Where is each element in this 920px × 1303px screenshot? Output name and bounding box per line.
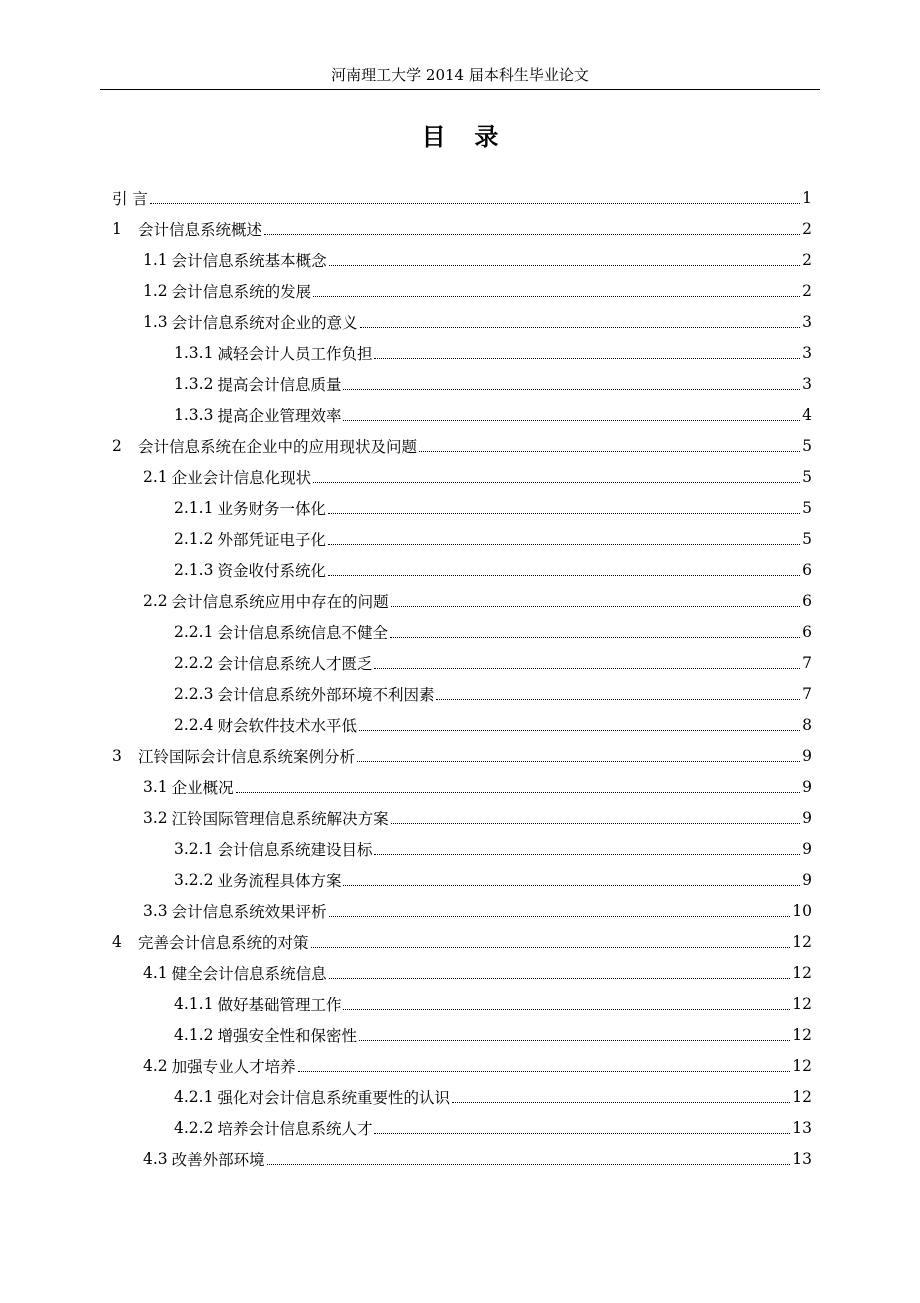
toc-page-number: 2 — [802, 250, 812, 269]
toc-entry[interactable] — [112, 461, 812, 492]
toc-entry-title: 做好基础管理工作 — [217, 995, 342, 1014]
toc-entry-title: 企业会计信息化现状 — [171, 468, 312, 487]
toc-dot-leader — [374, 668, 800, 669]
toc-page-number: 3 — [802, 343, 812, 362]
toc-entry[interactable] — [112, 244, 812, 275]
toc-page-number: 12 — [792, 994, 812, 1013]
toc-page-number: 9 — [802, 746, 812, 765]
toc-page-number: 12 — [792, 1056, 812, 1075]
toc-page-number: 5 — [802, 498, 812, 517]
toc-entry-number: 2.1.3 — [174, 560, 214, 579]
toc-dot-leader — [150, 203, 800, 204]
toc-dot-leader — [374, 1133, 790, 1134]
toc-entry-number: 3.3 — [143, 901, 168, 920]
toc-entry-number: 4 — [112, 932, 122, 951]
toc-entry-number: 1.2 — [143, 281, 168, 300]
toc-entry-title: 财会软件技术水平低 — [217, 716, 357, 735]
toc-dot-leader — [374, 358, 800, 359]
toc-entry[interactable] — [112, 1050, 812, 1081]
toc-entry-title: 江铃国际会计信息系统案例分析 — [138, 747, 356, 766]
toc-entry-number: 3 — [112, 746, 122, 765]
toc-dot-leader — [359, 730, 800, 731]
toc-entry-title: 增强安全性和保密性 — [217, 1026, 357, 1045]
toc-entry[interactable] — [112, 647, 812, 678]
toc-dot-leader — [329, 978, 791, 979]
toc-entry-number: 4.3 — [143, 1149, 168, 1168]
toc-page-number: 6 — [802, 560, 812, 579]
toc-entry-title: 培养会计信息系统人才 — [217, 1119, 373, 1138]
toc-entry-title: 企业概况 — [171, 778, 234, 797]
toc-entry[interactable] — [112, 554, 812, 585]
toc-entry[interactable] — [112, 957, 812, 988]
toc-dot-leader — [374, 854, 800, 855]
table-of-contents — [112, 182, 812, 1174]
toc-entry-title: 会计信息系统概述 — [138, 220, 263, 239]
toc-entry-title: 完善会计信息系统的对策 — [138, 933, 309, 952]
toc-entry-number: 2.2.4 — [174, 715, 214, 734]
toc-dot-leader — [343, 420, 800, 421]
toc-entry-number: 4.1.2 — [174, 1025, 214, 1044]
toc-entry-number: 4.1 — [143, 963, 168, 982]
toc-dot-leader — [298, 1071, 791, 1072]
toc-entry[interactable] — [112, 523, 812, 554]
toc-dot-leader — [264, 234, 800, 235]
toc-entry-title: 会计信息系统的发展 — [171, 282, 312, 301]
toc-page-number: 12 — [792, 932, 812, 951]
toc-entry-title: 江铃国际管理信息系统解决方案 — [171, 809, 389, 828]
toc-entry[interactable] — [112, 926, 812, 957]
toc-entry-number: 3.1 — [143, 777, 168, 796]
toc-entry-number: 1.3.1 — [174, 343, 214, 362]
toc-page-number: 13 — [792, 1118, 812, 1137]
toc-page-number: 5 — [802, 529, 812, 548]
toc-page-number: 2 — [802, 281, 812, 300]
toc-page-number: 13 — [792, 1149, 812, 1168]
header-rule — [100, 89, 820, 90]
toc-entry-title: 会计信息系统效果评析 — [171, 902, 327, 921]
toc-entry-title: 业务流程具体方案 — [217, 871, 342, 890]
toc-entry-title: 提高会计信息质量 — [217, 375, 342, 394]
page-title: 目录 — [421, 123, 528, 151]
toc-entry-number: 2 — [112, 436, 122, 455]
toc-dot-leader — [357, 761, 800, 762]
toc-dot-leader — [343, 389, 800, 390]
toc-page-number: 9 — [802, 808, 812, 827]
toc-entry-number: 1.3 — [143, 312, 168, 331]
toc-dot-leader — [343, 1009, 790, 1010]
toc-page-number: 6 — [802, 591, 812, 610]
toc-page-number: 2 — [802, 219, 812, 238]
toc-dot-leader — [390, 637, 800, 638]
toc-entry-number: 3.2.1 — [174, 839, 214, 858]
toc-dot-leader — [328, 575, 800, 576]
toc-entry[interactable] — [112, 802, 812, 833]
toc-dot-leader — [452, 1102, 790, 1103]
toc-page-number: 12 — [792, 963, 812, 982]
toc-entry[interactable] — [112, 988, 812, 1019]
toc-entry-number: 2.1 — [143, 467, 168, 486]
toc-page-number: 9 — [802, 839, 812, 858]
toc-dot-leader — [343, 885, 800, 886]
toc-entry[interactable] — [112, 678, 812, 709]
toc-page-number: 5 — [802, 467, 812, 486]
toc-entry-title: 引 言 — [112, 189, 148, 208]
toc-entry[interactable] — [112, 895, 812, 926]
toc-dot-leader — [436, 699, 800, 700]
toc-entry-title: 会计信息系统建设目标 — [217, 840, 373, 859]
toc-entry[interactable] — [112, 833, 812, 864]
toc-entry-number: 4.2.1 — [174, 1087, 214, 1106]
toc-page-number: 7 — [802, 684, 812, 703]
toc-entry-number: 2.1.1 — [174, 498, 214, 517]
toc-entry-number: 2.2.3 — [174, 684, 214, 703]
toc-dot-leader — [391, 823, 800, 824]
toc-entry-number: 1.1 — [143, 250, 168, 269]
toc-page-number: 3 — [802, 374, 812, 393]
toc-entry[interactable] — [112, 1112, 812, 1143]
toc-dot-leader — [328, 544, 800, 545]
toc-entry-number: 2.2 — [143, 591, 168, 610]
toc-entry-title: 强化对会计信息系统重要性的认识 — [217, 1088, 450, 1107]
toc-entry-title: 资金收付系统化 — [217, 561, 326, 580]
toc-entry[interactable] — [112, 616, 812, 647]
toc-entry-number: 4.2 — [143, 1056, 168, 1075]
toc-dot-leader — [419, 451, 800, 452]
toc-dot-leader — [311, 947, 791, 948]
toc-entry-title: 减轻会计人员工作负担 — [217, 344, 373, 363]
toc-page-number: 1 — [802, 188, 812, 207]
toc-dot-leader — [313, 296, 800, 297]
toc-entry[interactable] — [112, 492, 812, 523]
toc-entry[interactable] — [112, 430, 812, 461]
toc-page-number: 10 — [792, 901, 812, 920]
toc-entry-number: 2.1.2 — [174, 529, 214, 548]
toc-entry-title: 会计信息系统外部环境不利因素 — [217, 685, 435, 704]
toc-dot-leader — [391, 606, 800, 607]
toc-entry[interactable] — [112, 399, 812, 430]
toc-entry[interactable] — [112, 771, 812, 802]
toc-entry-title: 会计信息系统人才匮乏 — [217, 654, 373, 673]
toc-entry-title: 加强专业人才培养 — [171, 1057, 296, 1076]
toc-entry-number: 3.2.2 — [174, 870, 214, 889]
toc-dot-leader — [236, 792, 800, 793]
toc-dot-leader — [360, 327, 800, 328]
toc-page-number: 5 — [802, 436, 812, 455]
toc-entry[interactable] — [112, 275, 812, 306]
toc-entry-number: 3.2 — [143, 808, 168, 827]
running-header: 河南理工大学 2014 届本科生毕业论文 — [331, 66, 589, 84]
toc-page-number: 12 — [792, 1025, 812, 1044]
toc-page-number: 4 — [802, 405, 812, 424]
toc-dot-leader — [329, 916, 791, 917]
toc-entry-number: 1.3.2 — [174, 374, 214, 393]
toc-dot-leader — [313, 482, 800, 483]
toc-page-number: 7 — [802, 653, 812, 672]
toc-entry-title: 业务财务一体化 — [217, 499, 326, 518]
toc-dot-leader — [359, 1040, 790, 1041]
toc-page-number: 8 — [802, 715, 812, 734]
toc-entry-title: 改善外部环境 — [171, 1150, 265, 1169]
toc-entry-title: 会计信息系统信息不健全 — [217, 623, 388, 642]
toc-entry[interactable] — [112, 1143, 812, 1174]
toc-entry-number: 4.2.2 — [174, 1118, 214, 1137]
toc-entry[interactable] — [112, 306, 812, 337]
toc-dot-leader — [329, 265, 800, 266]
toc-entry-number: 2.2.1 — [174, 622, 214, 641]
toc-entry[interactable] — [112, 585, 812, 616]
toc-entry[interactable] — [112, 1019, 812, 1050]
toc-entry-title: 外部凭证电子化 — [217, 530, 326, 549]
toc-dot-leader — [328, 513, 800, 514]
toc-entry-number: 4.1.1 — [174, 994, 214, 1013]
toc-entry-number: 1.3.3 — [174, 405, 214, 424]
toc-entry-title: 会计信息系统在企业中的应用现状及问题 — [138, 437, 418, 456]
toc-entry-title: 会计信息系统应用中存在的问题 — [171, 592, 389, 611]
toc-entry-number: 1 — [112, 219, 122, 238]
toc-page-number: 12 — [792, 1087, 812, 1106]
toc-entry[interactable] — [112, 182, 812, 213]
toc-entry[interactable] — [112, 709, 812, 740]
toc-entry[interactable] — [112, 740, 812, 771]
toc-page-number: 6 — [802, 622, 812, 641]
toc-entry[interactable] — [112, 864, 812, 895]
toc-dot-leader — [267, 1164, 791, 1165]
toc-entry[interactable] — [112, 213, 812, 244]
toc-entry-title: 健全会计信息系统信息 — [171, 964, 327, 983]
toc-entry-number: 2.2.2 — [174, 653, 214, 672]
toc-page-number: 9 — [802, 870, 812, 889]
toc-entry[interactable] — [112, 337, 812, 368]
toc-page-number: 3 — [802, 312, 812, 331]
toc-entry[interactable] — [112, 368, 812, 399]
toc-entry[interactable] — [112, 1081, 812, 1112]
toc-entry-title: 提高企业管理效率 — [217, 406, 342, 425]
toc-page-number: 9 — [802, 777, 812, 796]
toc-entry-title: 会计信息系统对企业的意义 — [171, 313, 358, 332]
toc-entry-title: 会计信息系统基本概念 — [171, 251, 327, 270]
